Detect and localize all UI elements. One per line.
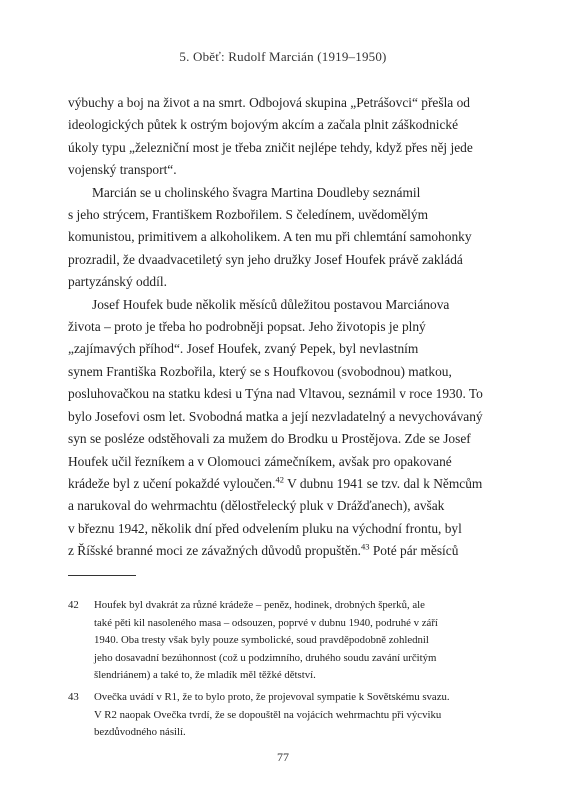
footnote-separator <box>68 575 136 576</box>
body-line-text: a narukoval do wehrmachtu (dělostřelecký pluk v Drážďanech), avšak <box>68 498 445 514</box>
body-line <box>68 114 520 136</box>
body-line-text: bylo Josefovi osm let. Svobodná matka a její nezvladatelný a nevychovávaný <box>68 408 483 424</box>
body-line <box>68 137 520 159</box>
footnote-text <box>94 597 528 685</box>
body-line-text: života – proto je třeba ho podrobněji popsat. Jeho životopis je plný <box>68 319 426 335</box>
body-line <box>68 338 520 360</box>
footnote-reference: 43 <box>361 541 370 552</box>
body-line <box>68 406 520 428</box>
footnote-line: šlendriánem) a také to, že mladík měl těžké dětství. <box>94 669 316 682</box>
footnote-line: V R2 naopak Ovečka tvrdí, že se dopouštěl na vojácích wehrmachtu při výcviku <box>94 708 442 721</box>
body-line-text: Josef Houfek bude několik měsíců důležitou postavou Marciánova <box>92 296 450 312</box>
footnote-line: bezdůvodného násilí. <box>94 726 186 739</box>
body-line-text: syn se posléze odstěhovali za mužem do Brodku u Prostějova. Zde se Josef <box>68 431 471 447</box>
footnotes <box>68 597 528 746</box>
body-line-text: partyzánský oddíl. <box>68 274 167 290</box>
body-line-text: Houfek učil řezníkem a v Olomouci zámečníkem, avšak pro opakované <box>68 453 452 469</box>
body-line <box>68 294 520 316</box>
footnote <box>68 597 528 685</box>
body-line <box>68 226 520 248</box>
body-line <box>68 428 520 450</box>
body-line-text: „zajímavých příhod“. Josef Houfek, zvaný Pepek, byl nevlastním <box>68 341 419 357</box>
body-line-text: výbuchy a boj na život a na smrt. Odbojová skupina „Petrášovci“ přešla od <box>68 95 470 110</box>
body-text <box>68 92 520 563</box>
body-line-text: V dubnu 1941 se tzv. dal k Němcům <box>283 475 483 491</box>
body-line-text: Poté pár měsíců <box>369 543 459 559</box>
footnote-line: Ovečka uvádí v R1, že to bylo proto, že projevoval sympatie k Sovětskému svazu. <box>94 690 450 703</box>
body-line <box>68 182 520 204</box>
footnote-number: 42 <box>68 599 79 611</box>
body-line-text: krádeže byl z učení pokaždé vyloučen. <box>68 475 276 491</box>
footnote <box>68 689 528 742</box>
body-line <box>68 451 520 473</box>
footnote-line: také pěti kil nasoleného masa – odsouzen, poprvé v dubnu 1940, podruhé v září <box>94 616 438 629</box>
body-line-text: synem Františka Rozbořila, který se s Houfkovou (svobodnou) matkou, <box>68 363 452 379</box>
body-line <box>68 383 520 405</box>
body-line <box>68 540 520 562</box>
body-line <box>68 92 520 114</box>
body-line-text: s jeho strýcem, Františkem Rozbořilem. S čeledínem, uvědomělým <box>68 207 428 223</box>
footnote-line: jeho dosavadní bezúhonnost (což u podzimního, druhého soudu zavání určitým <box>94 651 437 664</box>
footnote-line: Houfek byl dvakrát za různé krádeže – peněz, hodinek, drobných šperků, ale <box>94 599 425 611</box>
body-line <box>68 473 520 495</box>
body-line-text: z Říšské branné moci ze závažných důvodů propuštěn. <box>68 543 362 559</box>
footnote-reference: 42 <box>275 474 284 485</box>
body-line <box>68 249 520 271</box>
body-line <box>68 518 520 540</box>
body-line <box>68 271 520 293</box>
footnote-text <box>94 689 528 742</box>
body-line <box>68 159 520 181</box>
body-line <box>68 204 520 226</box>
running-head: 5. Oběť: Rudolf Marcián (1919–1950) <box>179 49 387 64</box>
body-line-text: v březnu 1942, několik dní před odvelením pluku na východní frontu, byl <box>68 520 462 536</box>
footnote-number: 43 <box>68 690 79 703</box>
body-line-text: komunistou, primitivem a alkoholikem. A ten mu při chlemtání samohonky <box>68 229 472 245</box>
body-line <box>68 495 520 517</box>
footnote-line: 1940. Oba tresty však byly pouze symbolické, soud pravděpodobně zohlednil <box>94 634 429 647</box>
body-line-text: úkoly typu „železniční most je třeba zničit nejlépe tehdy, když přes něj jede <box>68 139 473 155</box>
body-line-text: prozradil, že dvaadvacetiletý syn jeho družky Josef Houfek právě zakládá <box>68 251 463 267</box>
body-line-text: vojenský transport“. <box>68 162 177 178</box>
body-line <box>68 361 520 383</box>
body-line-text: Marcián se u cholinského švagra Martina Doudleby seznámil <box>92 184 421 200</box>
body-line-text: ideologických půtek k ostrým bojovým akcím a začala plnit záškodnické <box>68 117 459 133</box>
page-number: 77 <box>277 750 289 764</box>
body-line <box>68 316 520 338</box>
body-line-text: posluhovačkou na statku kdesi u Týna nad Vltavou, seznámil v roce 1930. To <box>68 386 483 402</box>
